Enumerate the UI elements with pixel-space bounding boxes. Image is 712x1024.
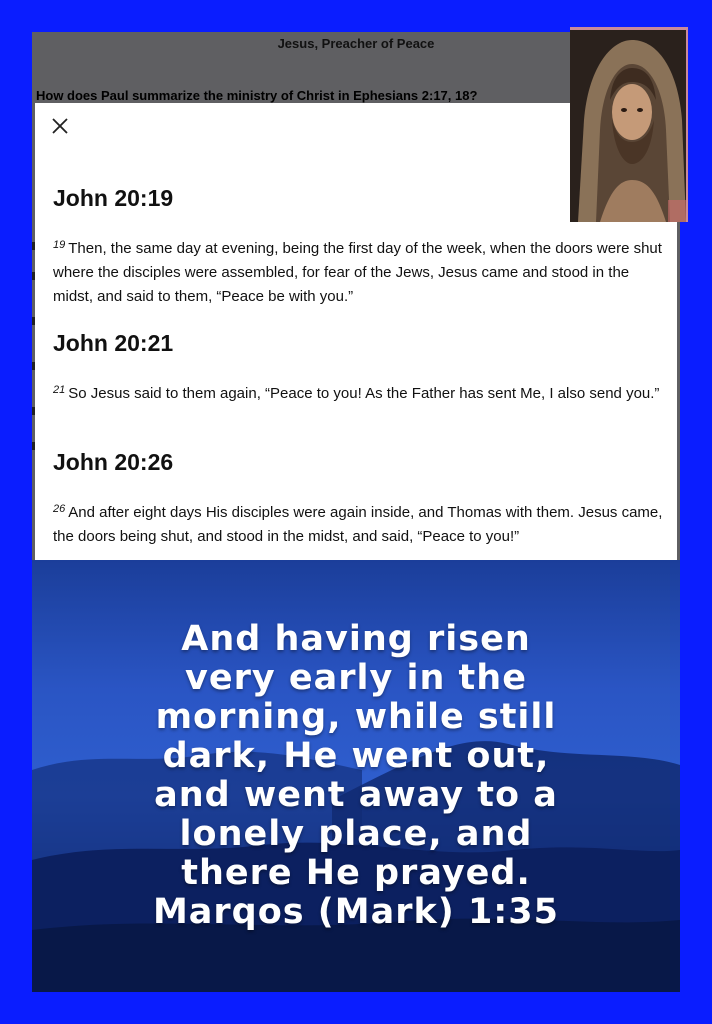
verse-body: So Jesus said to them again, “Peace to you! As the Father has sent Me, I also send you.”: [68, 385, 660, 402]
passage-text: [53, 378, 663, 406]
close-button[interactable]: [49, 115, 71, 137]
study-question: How does Paul summarize the ministry of Christ in Ephesians 2:17, 18?: [36, 88, 478, 103]
scripture-quote-image: [32, 560, 680, 992]
quote-line: morning, while still: [155, 697, 557, 737]
quote-line: lonely place, and: [179, 814, 533, 854]
verse-number: 19: [53, 239, 66, 251]
verse-number: 26: [53, 503, 66, 515]
passage-reference: John 20:21: [53, 330, 174, 356]
verse-number: 21: [53, 384, 66, 396]
passage-text: [53, 497, 663, 549]
close-icon: [49, 115, 71, 137]
passage-reference: John 20:26: [53, 449, 174, 475]
verse-body: And after eight days His disciples were again inside, and Thomas with them. Jesus came, the doors being shut, and stood in the midst, and said, “Peace to you!”: [53, 504, 663, 545]
passage-text: [53, 233, 663, 309]
passage-reference: John 20:19: [53, 185, 174, 211]
verse-body: Then, the same day at evening, being the first day of the week, when the doors were shut where the disciples were assembled, for fear of the Jews, Jesus came and stood in the midst, and said to them, “Peace be with you.”: [53, 240, 662, 305]
quote-line: Marqos (Mark) 1:35: [152, 892, 560, 932]
quote-line: dark, He went out,: [162, 736, 550, 776]
quote-line: very early in the: [185, 658, 527, 698]
quote-text: [32, 620, 680, 932]
quote-line: there He prayed.: [181, 853, 531, 893]
jesus-portrait-image: [570, 27, 688, 222]
quote-line: and went away to a: [154, 775, 558, 815]
portrait-illustration: [570, 30, 686, 222]
quote-line: And having risen: [181, 619, 531, 659]
page-title: Jesus, Preacher of Peace: [277, 36, 435, 51]
